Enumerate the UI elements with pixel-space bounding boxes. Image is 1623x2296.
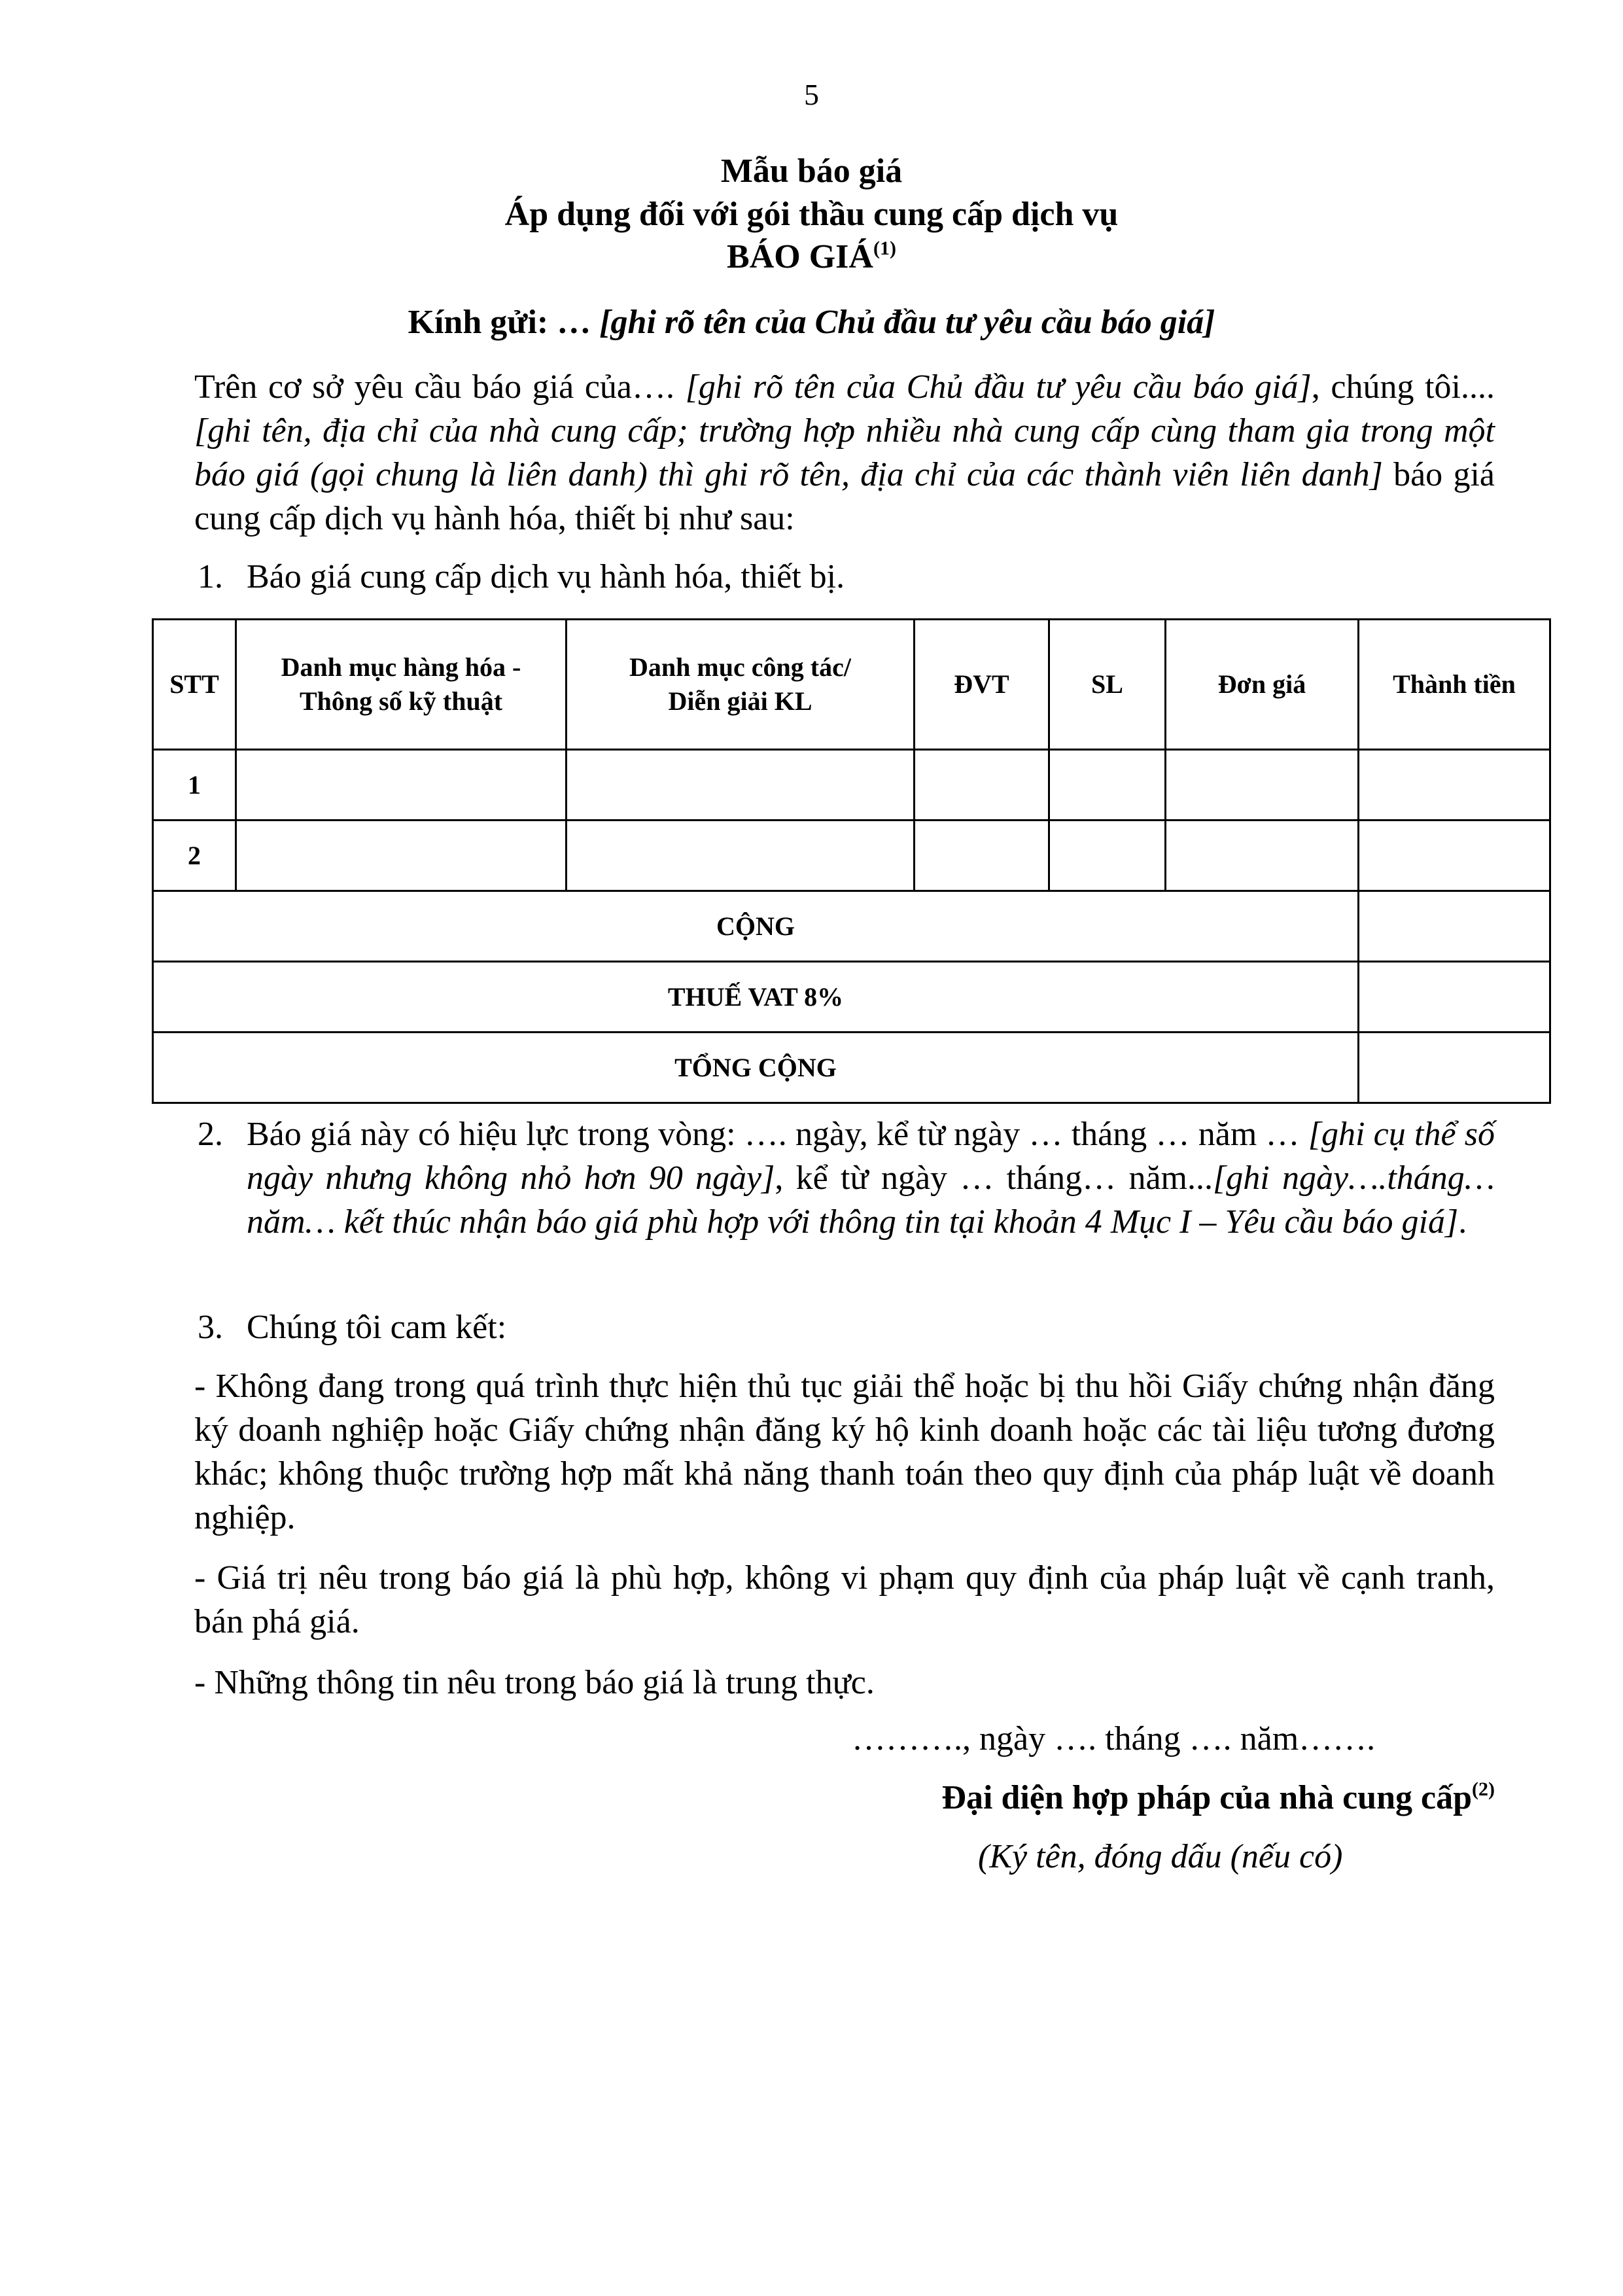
- item-2: [198, 1112, 1495, 1241]
- subtotal-amount: [1359, 891, 1550, 962]
- col-qty: SL: [1049, 620, 1166, 750]
- col-unit: ĐVT: [915, 620, 1049, 750]
- recipient-placeholder: [ghi rõ tên của Chủ đầu tư yêu cầu báo giá]: [599, 304, 1215, 341]
- table-row: [153, 821, 1550, 891]
- cell-qty: [1049, 821, 1166, 891]
- commitment-3: - Những thông tin nêu trong báo giá là trung thực.: [194, 1664, 875, 1701]
- item-2-placeholder-1: [ghi cụ thể số ngày nhưng không nhỏ hơn 90 ngày]: [247, 1116, 1495, 1197]
- cell-qty: [1049, 750, 1166, 821]
- intro-text-3: báo giá cung cấp dịch vụ hành hóa, thiết bị như sau:: [194, 456, 1495, 537]
- form-title: Mẫu báo giá: [720, 152, 903, 190]
- row-stt: 2: [153, 821, 236, 891]
- intro-placeholder-2: [ghi tên, địa chỉ của nhà cung cấp; trường hợp nhiều nhà cung cấp cùng tham gia trong một báo giá (gọi chung là liên danh) thì ghi rõ tên, địa chỉ của các thành viên liên danh]: [194, 412, 1495, 493]
- item-1: [198, 555, 845, 599]
- subtotal-row: [153, 891, 1550, 962]
- item-2-body: [247, 1112, 1495, 1244]
- item-2-placeholder-2: [ghi ngày….tháng…năm… kết thúc nhận báo giá phù hợp với thông tin tại khoản 4 Mục I – Yêu cầu báo giá]: [247, 1159, 1495, 1241]
- item-3: [198, 1305, 506, 1349]
- col-goods: [236, 620, 567, 750]
- vat-label: THUẾ VAT 8%: [153, 962, 1359, 1033]
- item-2-text-2: , kể từ ngày … tháng… năm...: [775, 1159, 1213, 1197]
- recipient-label: Kính gửi: …: [408, 304, 591, 341]
- footnote-mark-2: (2): [1472, 1778, 1495, 1800]
- vat-row: [153, 962, 1550, 1033]
- col-unit-price: Đơn giá: [1166, 620, 1359, 750]
- col-goods-line2: Thông số kỹ thuật: [299, 686, 503, 716]
- cell-amount: [1359, 750, 1550, 821]
- commitment-2: - Giá trị nêu trong báo giá là phù hợp, không vi phạm quy định của pháp luật về cạnh tranh, bán phá giá.: [194, 1559, 1495, 1640]
- col-work: [567, 620, 915, 750]
- cell-goods: [236, 750, 567, 821]
- item-1-text: Báo giá cung cấp dịch vụ hành hóa, thiết bị.: [247, 558, 845, 595]
- page-number: 5: [804, 78, 819, 111]
- cell-unit: [915, 750, 1049, 821]
- item-2-text-3: .: [1458, 1203, 1467, 1241]
- intro-placeholder-1: [ghi rõ tên của Chủ đầu tư yêu cầu báo giá]: [685, 368, 1312, 406]
- table-row: [153, 750, 1550, 821]
- form-subtitle: Áp dụng đối với gói thầu cung cấp dịch vụ: [504, 196, 1119, 233]
- table-header-row: [153, 620, 1550, 750]
- document-heading: [0, 238, 1623, 276]
- cell-work: [567, 750, 915, 821]
- intro-paragraph: [194, 365, 1495, 540]
- cell-unit-price: [1166, 750, 1359, 821]
- total-amount: [1359, 1033, 1550, 1103]
- row-stt: 1: [153, 750, 236, 821]
- cell-unit-price: [1166, 821, 1359, 891]
- total-row: [153, 1033, 1550, 1103]
- item-3-text: Chúng tôi cam kết:: [247, 1309, 507, 1346]
- cell-goods: [236, 821, 567, 891]
- item-2-text-1: Báo giá này có hiệu lực trong vòng: …. ngày, kể từ ngày … tháng … năm …: [247, 1116, 1308, 1153]
- signature-title: [941, 1778, 1495, 1817]
- total-label: TỔNG CỘNG: [153, 1033, 1359, 1103]
- signature-note: (Ký tên, đóng dấu (nếu có): [978, 1838, 1343, 1875]
- date-line: ………., ngày …. tháng …. năm…….: [852, 1720, 1376, 1757]
- col-goods-line1: Danh mục hàng hóa -: [281, 652, 521, 682]
- item-2-number: 2.: [198, 1116, 223, 1153]
- signature-title-text: Đại diện hợp pháp của nhà cung cấp: [941, 1779, 1473, 1816]
- col-work-line2: Diễn giải KL: [668, 686, 812, 716]
- footnote-mark-1: (1): [873, 238, 896, 259]
- intro-text-2: , chúng tôi....: [1311, 368, 1495, 406]
- commitment-1: - Không đang trong quá trình thực hiện thủ tục giải thể hoặc bị thu hồi Giấy chứng nhận đăng ký doanh nghiệp hoặc Giấy chứng nhận đăng ký hộ kinh doanh hoặc các tài liệu tương đương khác; không thuộc trường hợp mất khả năng thanh toán theo quy định của pháp luật về doanh nghiệp.: [194, 1368, 1495, 1536]
- col-stt: STT: [153, 620, 236, 750]
- cell-amount: [1359, 821, 1550, 891]
- subtotal-label: CỘNG: [153, 891, 1359, 962]
- quote-table: [152, 618, 1551, 1104]
- cell-work: [567, 821, 915, 891]
- item-1-number: 1.: [198, 558, 223, 595]
- item-3-number: 3.: [198, 1309, 223, 1346]
- vat-amount: [1359, 962, 1550, 1033]
- heading-text: BÁO GIÁ: [727, 238, 873, 275]
- recipient-line: [0, 303, 1623, 342]
- intro-text-1: Trên cơ sở yêu cầu báo giá của….: [194, 368, 674, 406]
- cell-unit: [915, 821, 1049, 891]
- col-work-line1: Danh mục công tác/: [629, 652, 851, 682]
- col-amount: Thành tiền: [1359, 620, 1550, 750]
